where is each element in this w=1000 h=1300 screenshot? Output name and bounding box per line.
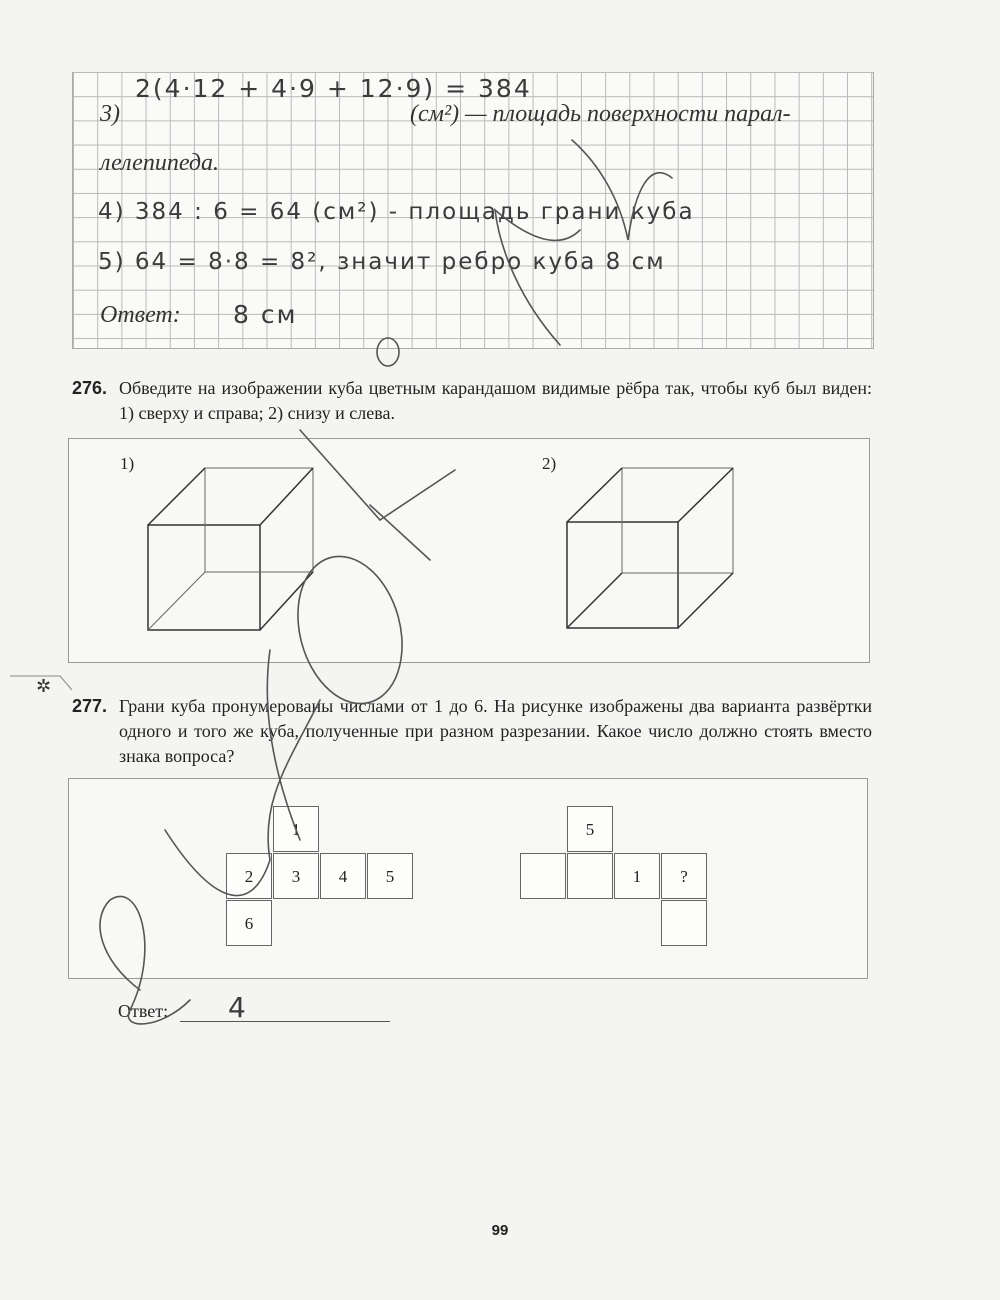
hw-line-1: 2(4·12 + 4·9 + 12·9) = 384: [135, 74, 532, 103]
net1-cell: 5: [367, 853, 413, 899]
page-number: 99: [491, 1222, 509, 1239]
hw-answer-2: 4: [228, 991, 246, 1024]
step-3-continued: лелепипеда.: [100, 150, 220, 176]
task-277-number: 277.: [72, 696, 108, 716]
net2-cell: 5: [567, 806, 613, 852]
net1-cell: 2: [226, 853, 272, 899]
pencil-marks: [100, 140, 672, 1024]
task-277-text: Грани куба пронумерованы числами от 1 до 6. На рисунке изображены два варианта развёртки одного и того же куба, полученные при разном разрезании. Какое число должно стоять вместо знака вопроса?: [119, 696, 872, 766]
net2-cell: 1: [614, 853, 660, 899]
net1-cell: 3: [273, 853, 319, 899]
step-3-number: 3): [100, 101, 120, 127]
step-3-text: (см²) — площадь поверхности парал-: [410, 101, 791, 127]
net1-cell: 4: [320, 853, 366, 899]
star-icon: ✲: [36, 676, 52, 696]
hw-line-5: 5) 64 = 8·8 = 8², значит ребро куба 8 см: [98, 249, 666, 275]
cube-2-drawing: [567, 468, 733, 628]
hw-answer-1: 8 см: [233, 300, 298, 329]
task-276-text: Обведите на изображении куба цветным карандашом видимые рёбра так, чтобы куб был виден: 1) сверху и справа; 2) снизу и слева.: [119, 378, 872, 423]
net1-cell: 1: [273, 806, 319, 852]
answer-label-2: Ответ:: [118, 1001, 169, 1021]
cube-2-label: 2): [542, 454, 557, 473]
cube-1-label: 1): [120, 454, 135, 473]
hw-line-4: 4) 384 : 6 = 64 (см²) - площадь грани куба: [98, 199, 695, 225]
cube-1-drawing: [148, 468, 313, 630]
net1-cell: 6: [226, 900, 272, 946]
answer-label-1: Ответ:: [100, 302, 181, 328]
task-276-number: 276.: [72, 378, 108, 398]
section-marker-line: [10, 676, 72, 690]
net2-cell: ?: [661, 853, 707, 899]
